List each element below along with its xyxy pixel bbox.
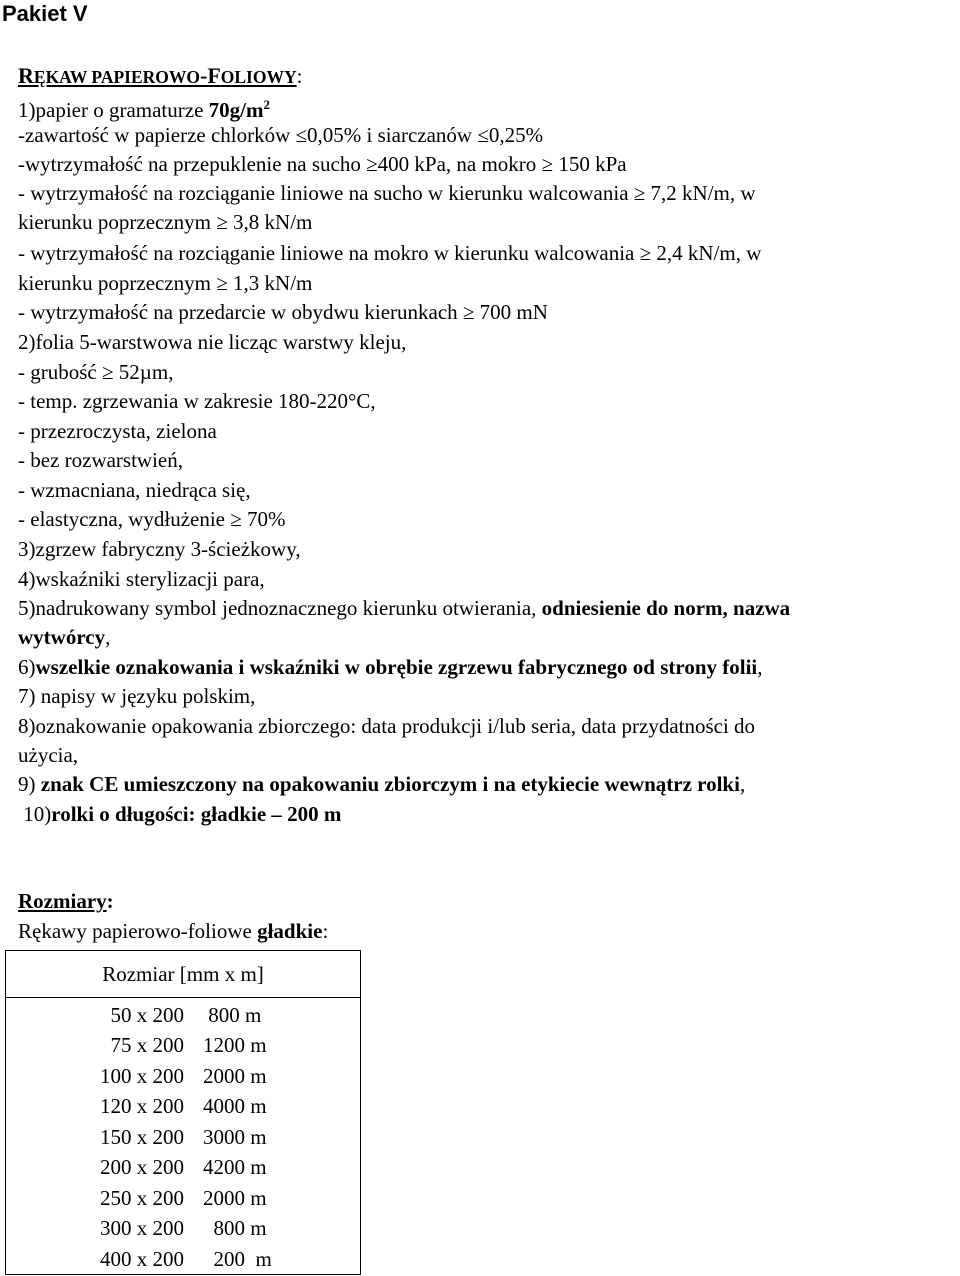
spec-text: 10) <box>18 802 52 826</box>
row-dimension: 400 x 200 <box>100 1247 184 1271</box>
row-length: 2000 m <box>203 1064 267 1088</box>
spec-line: kierunku poprzecznym ≥ 3,8 kN/m <box>18 210 313 234</box>
section-heading-part: R <box>18 63 34 88</box>
spec-text: 6) <box>18 655 36 679</box>
spec-bold-text: znak CE umieszczony na opakowaniu zbiorczym i na etykiecie wewnątrz rolki <box>40 772 740 796</box>
table-header: Rozmiar [mm x m] <box>6 951 360 998</box>
table-row <box>6 1000 360 1030</box>
spec-superscript: 2 <box>263 97 270 112</box>
row-length: 800 m <box>203 1003 262 1027</box>
row-length: 3000 m <box>203 1125 267 1149</box>
spec-line: 2)folia 5-warstwowa nie licząc warstwy kleju, <box>18 330 407 354</box>
spec-text: 1)papier o gramaturze <box>18 98 209 122</box>
spec-line: - wytrzymałość na rozciąganie liniowe na sucho w kierunku walcowania ≥ 7,2 kN/m, w <box>18 181 756 205</box>
sizes-heading-text: Rozmiary <box>18 889 107 913</box>
section-heading-part: ĘKAW PAPIEROWO <box>33 67 200 87</box>
table-row <box>6 1213 360 1243</box>
spec-bold-text: 70g/m <box>208 98 264 122</box>
spec-bold-text: wytwórcy <box>18 625 106 649</box>
sizes-subtitle-bold: gładkie <box>257 919 323 943</box>
row-dimension: 100 x 200 <box>100 1064 184 1088</box>
spec-line <box>18 652 956 682</box>
table-row <box>6 1152 360 1182</box>
row-dimension: 300 x 200 <box>100 1216 184 1240</box>
table-row <box>6 1244 360 1274</box>
row-length: 2000 m <box>203 1186 267 1210</box>
spec-line <box>18 622 956 652</box>
spec-line: 7) napisy w języku polskim, <box>18 684 256 708</box>
sizes-subtitle <box>18 916 956 946</box>
table-row <box>6 1091 360 1121</box>
table-row <box>6 1183 360 1213</box>
row-length: 1200 m <box>203 1033 267 1057</box>
spec-line: -zawartość w papierze chlorków ≤0,05% i siarczanów ≤0,25% <box>18 123 544 147</box>
spec-bold-text: rolki o długości: gładkie – 200 m <box>51 802 342 826</box>
spec-bold-text: wszelkie oznakowania i wskaźniki w obrębie zgrzewu fabrycznego od strony folii <box>35 655 758 679</box>
spec-line: -wytrzymałość na przepuklenie na sucho ≥400 kPa, na mokro ≥ 150 kPa <box>18 152 627 176</box>
spec-line <box>18 593 956 623</box>
row-length: 4000 m <box>203 1094 267 1118</box>
spec-line: - wytrzymałość na rozciąganie liniowe na mokro w kierunku walcowania ≥ 2,4 kN/m, w <box>18 241 762 265</box>
sizes-heading-colon: : <box>106 889 114 913</box>
row-dimension: 75 x 200 <box>110 1033 184 1057</box>
row-length: 200 m <box>203 1247 272 1271</box>
sizes-subtitle-text: Rękawy papierowo-foliowe <box>18 919 258 943</box>
row-dimension: 150 x 200 <box>100 1125 184 1149</box>
spec-line: - elastyczna, wydłużenie ≥ 70% <box>18 507 286 531</box>
spec-text: , <box>757 655 763 679</box>
section-heading <box>18 61 956 92</box>
row-dimension: 250 x 200 <box>100 1186 184 1210</box>
spec-text: , <box>105 625 111 649</box>
spec-line <box>18 769 956 799</box>
spec-line: - wytrzymałość na przedarcie w obydwu kierunkach ≥ 700 mN <box>18 300 548 324</box>
spec-line: - grubość ≥ 52µm, <box>18 360 174 384</box>
sizes-heading <box>18 886 956 916</box>
row-length: 800 m <box>203 1216 267 1240</box>
sizes-subtitle-colon: : <box>322 919 329 943</box>
spec-line: 4)wskaźniki sterylizacji para, <box>18 567 265 591</box>
section-heading-part: OLIOWY <box>220 67 297 87</box>
section-heading-colon: : <box>296 64 303 88</box>
table-row <box>6 1030 360 1060</box>
spec-line: 3)zgrzew fabryczny 3-ścieżkowy, <box>18 537 301 561</box>
table-row <box>6 1061 360 1091</box>
spec-line: użycia, <box>18 743 79 767</box>
spec-line: - temp. zgrzewania w zakresie 180-220°C, <box>18 389 376 413</box>
spec-line: 8)oznakowanie opakowania zbiorczego: data produkcji i/lub seria, data przydatności do <box>18 714 756 738</box>
package-title: Pakiet V <box>2 1 88 26</box>
row-dimension: 50 x 200 <box>110 1003 184 1027</box>
spec-line <box>18 799 956 829</box>
spec-text: 9) <box>18 772 41 796</box>
spec-line: - przezroczysta, zielona <box>18 419 217 443</box>
row-length: 4200 m <box>203 1155 267 1179</box>
section-heading-part: -F <box>200 63 221 88</box>
spec-text: , <box>739 772 746 796</box>
row-dimension: 200 x 200 <box>100 1155 184 1179</box>
spec-line: - wzmacniana, niedrąca się, <box>18 478 251 502</box>
sizes-table <box>5 950 361 1275</box>
spec-line: kierunku poprzecznym ≥ 1,3 kN/m <box>18 271 313 295</box>
spec-text: 5)nadrukowany symbol jednoznacznego kierunku otwierania, <box>18 596 542 620</box>
row-dimension: 120 x 200 <box>100 1094 184 1118</box>
spec-bold-text: odniesienie do norm, nazwa <box>541 596 791 620</box>
spec-line: - bez rozwarstwień, <box>18 448 184 472</box>
table-row <box>6 1122 360 1152</box>
